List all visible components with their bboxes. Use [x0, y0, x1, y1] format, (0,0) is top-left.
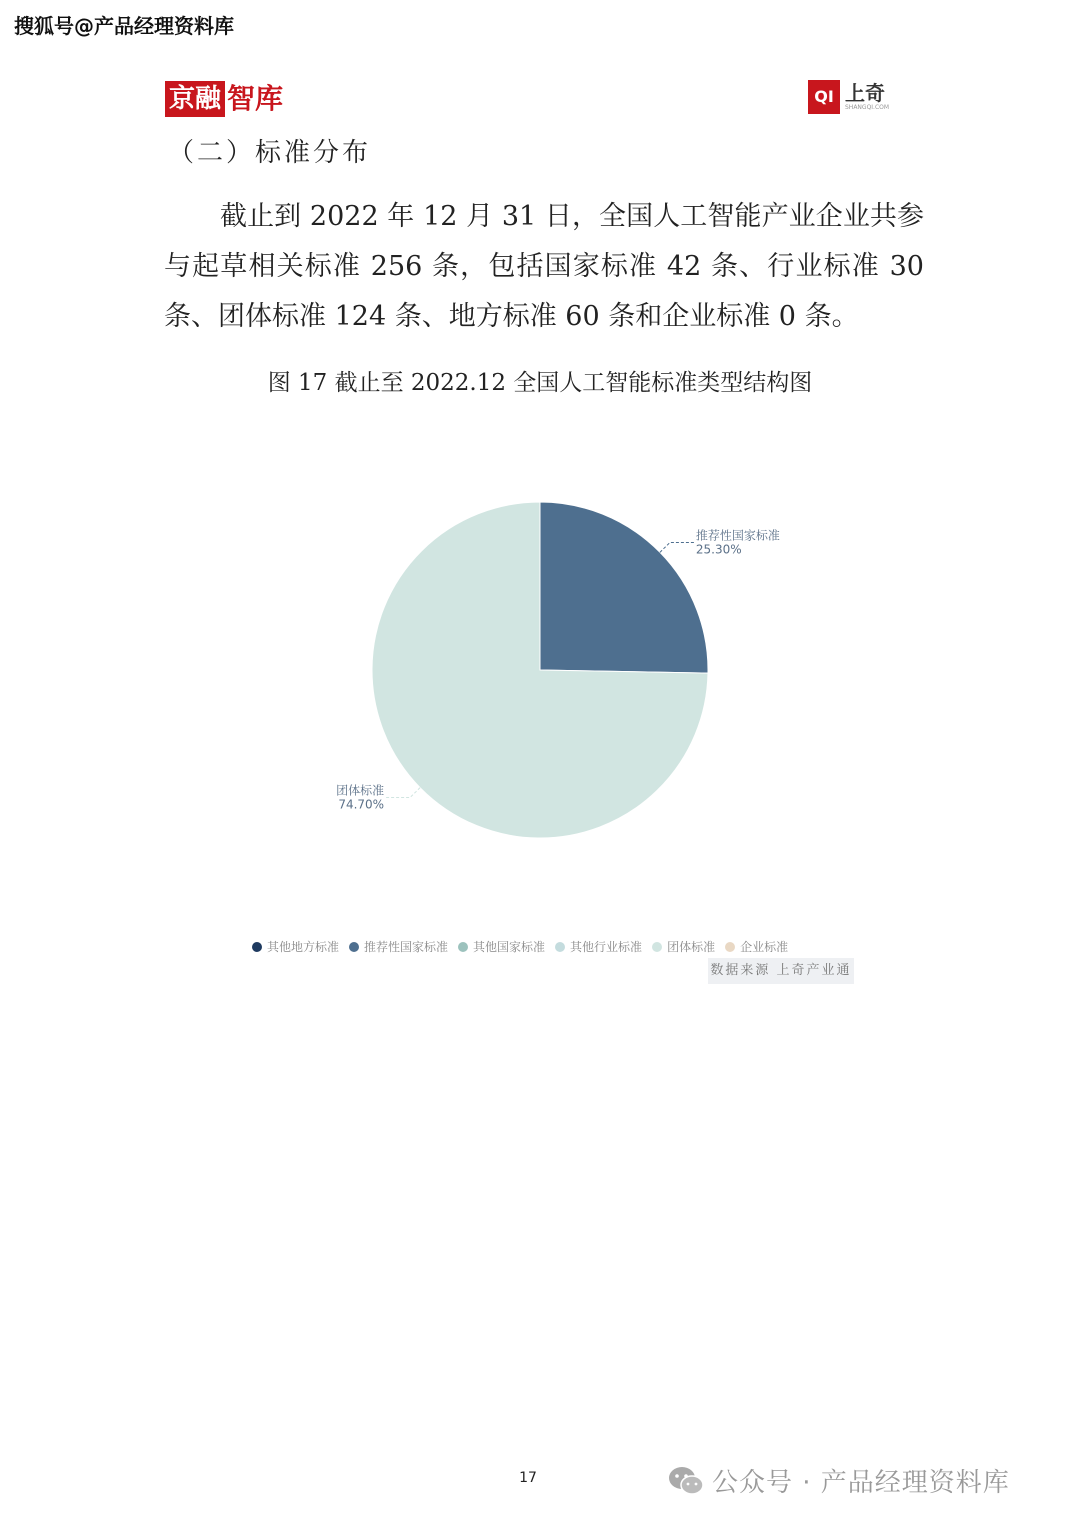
figure-caption: 图 17 截止至 2022.12 全国人工智能标准类型结构图 [267, 370, 813, 396]
wechat-icon [668, 1466, 704, 1496]
legend-item-5 [725, 938, 788, 955]
logo-right-sub: SHANGQI.COM [845, 104, 890, 111]
legend-item-4 [652, 938, 715, 955]
legend-item-3 [555, 938, 642, 955]
legend-label: 推荐性国家标准 [364, 940, 449, 954]
legend-label: 其他行业标准 [570, 940, 643, 954]
pie-slices [372, 502, 708, 838]
shangqi-logo [808, 80, 889, 114]
pie-chart [300, 470, 780, 870]
pie-leader-line-0 [660, 543, 694, 553]
legend-label: 其他国家标准 [473, 940, 546, 954]
legend-dot-icon [349, 942, 359, 952]
chart-legend [252, 938, 788, 955]
pie-slice-0 [540, 502, 708, 673]
body-paragraph: 截止到 2022 年 12 月 31 日，全国人工智能产业企业共参与起草相关标准 256 条，包括国家标准 42 条、行业标准 30 条、团体标准 124 条、地方标准 60 条和企业标准 0 条。 [164, 201, 924, 332]
legend-item-0 [252, 938, 339, 955]
pie-label-value-1: 74.70% [338, 797, 385, 812]
pie-label-name-1: 团体标准 [336, 783, 385, 798]
pie-label-name-0: 推荐性国家标准 [695, 528, 780, 543]
pie-leader-line-1 [386, 788, 420, 798]
page-number: 17 [519, 1470, 537, 1486]
jingrong-logo [165, 80, 283, 118]
legend-item-2 [458, 938, 545, 955]
logo-left-text: 智库 [227, 82, 284, 115]
logo-right-mark: QI [808, 80, 840, 114]
legend-dot-icon [652, 942, 662, 952]
footer-watermark-text: 公众号 · 产品经理资料库 [712, 1468, 1010, 1498]
legend-label: 企业标准 [740, 940, 789, 954]
legend-dot-icon [725, 942, 735, 952]
pie-label-value-0: 25.30% [695, 542, 742, 557]
section-heading: （二）标准分布 [168, 138, 372, 168]
data-source-label: 数据来源 上奇产业通 [708, 958, 854, 984]
legend-dot-icon [252, 942, 262, 952]
legend-label: 团体标准 [667, 940, 716, 954]
legend-label: 其他地方标准 [267, 940, 340, 954]
legend-item-1 [349, 938, 448, 955]
legend-dot-icon [458, 942, 468, 952]
legend-dot-icon [555, 942, 565, 952]
logo-left-box-text: 京融 [165, 81, 225, 117]
watermark-top-text: 搜狐号@产品经理资料库 [14, 14, 234, 38]
logo-right-name: 上奇 [845, 81, 885, 105]
footer-watermark [668, 1462, 1010, 1499]
